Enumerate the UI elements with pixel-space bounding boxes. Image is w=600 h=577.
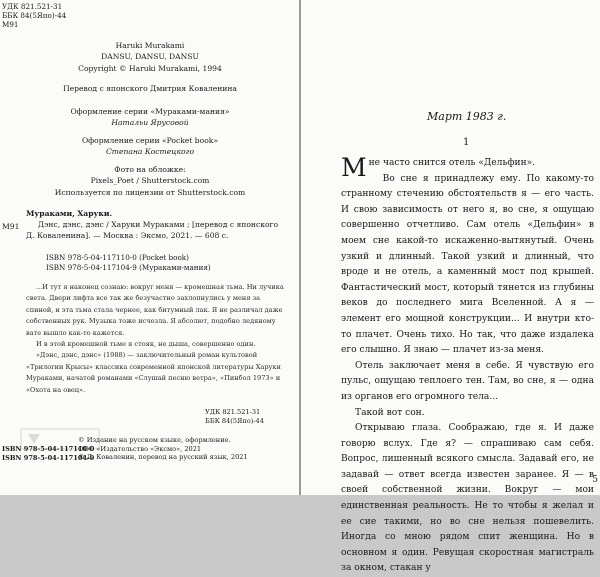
translation-credit	[20, 83, 280, 94]
series-design-1: Оформление серии «Мураками-мания»	[70, 107, 230, 116]
series-designer-1: Натальи Ярусовой	[111, 118, 189, 128]
catalog-description: Дэнс, дэнс, дэнс / Харуки Мураками ; [перевод с японского Д. Коваленина]. — Москва : Эксмо, 2021. — 608 с.	[26, 220, 279, 241]
copyright-line: ООО «Издательство «Эксмо», 2021	[78, 444, 202, 453]
paragraph: Во сне я принадлежу ему. По какому-то странному стечению обстоятельств я — его часть. И свою зависимость от него я, во сне, я ощущаю совершенно отчетливо. Сам отель «Дельфин» в моем сне какой-то искаженно-вытянутый. Очень узкий и длинный. Такой узкий и длинный, что вроде и не отель, а каменный мост под крышей. Фантастический мост, который тянется из глубины веков до последнего мига Вселенной. А я — элемент его мощной конструкции... И внутри кто-то плачет. Очень тихо. Но так, что даже издалека его слышно. Я знаю — плачет из-за меня.	[341, 173, 594, 356]
paragraph: Открываю глаза. Соображаю, где я. И даже говорю вслух. Где я? — спрашиваю сам себя. Вопрос, лишенный всякого смысла. Задавай его, не задавай — ответ всегда известен заранее. Я — в своей собственной жизни. Вокруг — мои единственная реальность. Не то чтобы я желал и ее сие такими, но во сне нельзя пошевелить. Иногда со мною рядом спит женщина. Но в основном я один. Ревущая скоростная магистраль за окном, стакан у	[341, 423, 594, 574]
drop-cap: М	[341, 153, 367, 182]
paragraph: Такой вот сон.	[355, 407, 425, 418]
original-copyright: Copyright © Haruki Murakami, 1994	[78, 63, 222, 73]
series-design-2: Оформление серии «Pocket book»	[81, 136, 219, 145]
page-number: 5	[592, 475, 598, 485]
right-page	[301, 0, 600, 574]
isbn-line: ISBN 978-5-04-117104-9	[2, 453, 95, 462]
date-heading: Март 1983 г.	[427, 110, 507, 123]
first-paragraph-text: не часто снится отель «Дельфин».	[368, 158, 536, 168]
udk-line: УДК 821.521-31	[2, 2, 63, 11]
annotation	[26, 282, 288, 396]
isbn-pocket-book: ISBN 978-5-04-117110-0 (Pocket book)	[46, 253, 189, 262]
cover-photo-label: Фото на обложке:	[114, 165, 186, 174]
left-page	[0, 0, 299, 495]
copyright-line: © Издание на русском языке, оформление.	[78, 436, 231, 444]
original-title-block	[20, 40, 280, 74]
series-design-credit-2	[20, 135, 280, 158]
paragraph: Отель заключает меня в себе. Я чувствую его пульс, ощущаю теплоего тен. Там, во сне, я — одна из органов его огромного тела...	[341, 360, 594, 402]
copyright-block	[78, 436, 248, 462]
original-author: Haruki Murakami	[115, 41, 185, 50]
series-designer-2: Степана Костецкого	[105, 147, 195, 157]
copyright-line: © Д. Коваленин, перевод на русский язык, 2021	[78, 453, 248, 462]
first-paragraph	[341, 153, 594, 182]
bbk-line: ББК 84(5Япо)-44	[2, 11, 67, 20]
series-design-credit-1	[20, 106, 280, 129]
annotation-paragraph: «Дэнс, дэнс, дэнс» (1988) — заключительный роман культовой «Трилогии Крысы» классика современной японской литературы Харуки Мураками, начатой романами «Слушай песню ветра», «Пинбол 1973» и «Охота на овец».	[26, 351, 281, 394]
translation-line: Перевод с японского Дмитрия Коваленина	[63, 84, 237, 93]
cover-photo-license: Используется по лицензии от Shutterstock.com	[54, 187, 246, 197]
catalog-author: Мураками, Харуки.	[26, 209, 113, 218]
udk-line: УДК 821.521-31	[205, 408, 261, 416]
isbn-murakami-mania: ISBN 978-5-04-117104-9 (Мураками-мания)	[46, 262, 211, 272]
author-mark: М91	[2, 20, 19, 29]
chapter-number: 1	[463, 137, 470, 148]
cover-photo-source: Pixels_Poet / Shutterstock.com	[90, 176, 210, 186]
cover-photo-credit	[20, 164, 280, 198]
udk-repeat	[205, 408, 264, 425]
isbn-line: ISBN 978-5-04-117110-0	[2, 445, 95, 453]
original-title: DANSU, DANSU, DANSU	[101, 52, 199, 62]
chapter-text	[341, 153, 594, 577]
catalog-code: М91	[2, 222, 20, 231]
udk-block	[2, 2, 66, 29]
annotation-paragraph: И в этой кромешной тьме я стояк, не дыша, совершенно один.	[36, 340, 256, 349]
annotation-paragraph: ...И тут я наконец сознаю: вокруг меня — кромешная тьма. Ни лучика света. Двери лифта все так же безучастно захлопнулись у меня за спиной, и эта тьма стала чернее, как битумный лак. Я не различал даже собственных рук. Музыка тоже исчезла. Я абсолют, подобно ледяному вате вышло как-то кажется.	[26, 283, 284, 337]
catalog-isbns	[46, 253, 211, 272]
bbk-line: ББК 84(5Япо)-44	[205, 416, 264, 425]
